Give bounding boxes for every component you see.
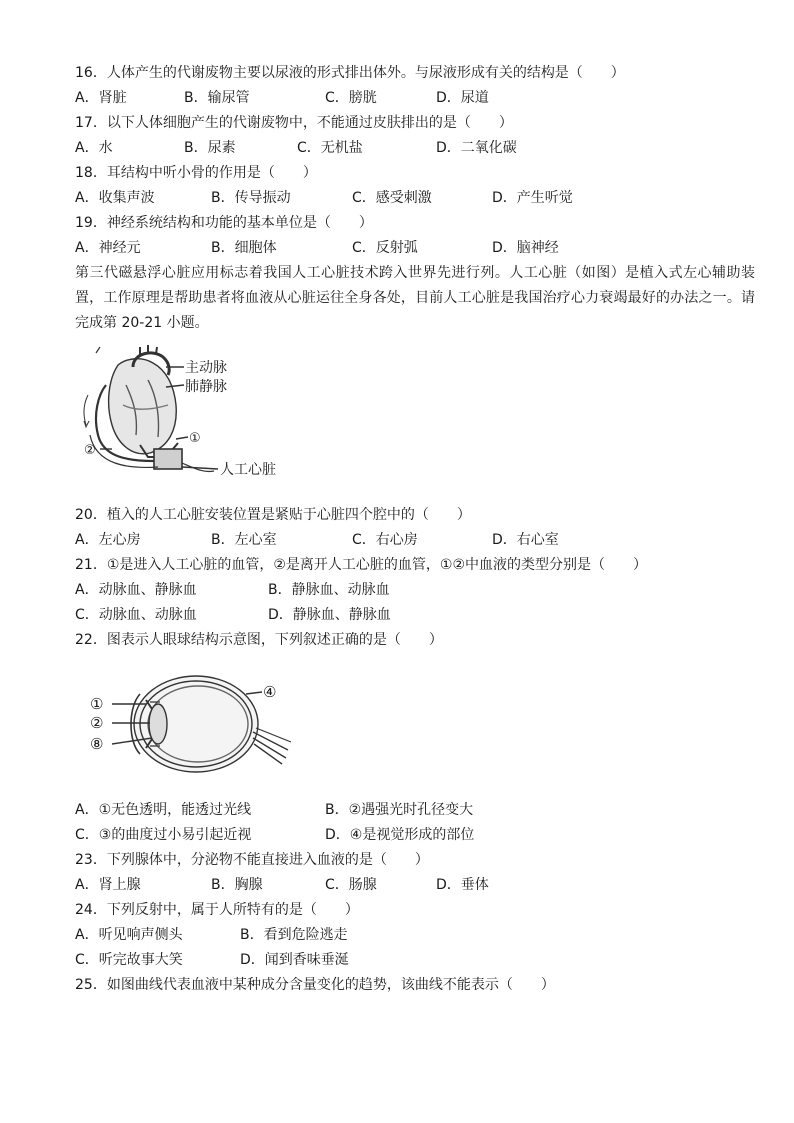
question-17-stem: 17．以下人体细胞产生的代谢废物中，不能通过皮肤排出的是（ ） <box>75 115 513 131</box>
q20-option-a: A．左心房 <box>75 532 141 548</box>
q18-option-c: C．感受刺激 <box>352 190 432 206</box>
q20-option-c: C．右心房 <box>352 532 418 548</box>
q24-option-c: C．听完故事大笑 <box>75 952 183 968</box>
eye-label-4: ④ <box>263 683 277 701</box>
q22-option-d: D．④是视觉形成的部位 <box>325 827 475 843</box>
q22-option-b: B．②遇强光时孔径变大 <box>325 802 474 818</box>
heart-label-aorta: 主动脉 <box>185 360 227 376</box>
passage-text: 第三代磁悬浮心脏应用标志着我国人工心脏技术跨入世界先进行列。人工心脏（如图）是植入式左心辅助装置，工作原理是帮助患者将血液从心脏运往全身各处，目前人工心脏是我国治疗心力衰竭最好的办法之一。请完成第 20-21 小题。 <box>75 265 755 331</box>
question-21-stem: 21．①是进入人工心脏的血管，②是离开人工心脏的血管，①②中血液的类型分别是（ ） <box>75 557 648 573</box>
q22-option-c: C．③的曲度过小易引起近视 <box>75 827 252 843</box>
question-24-stem: 24．下列反射中，属于人所特有的是（ ） <box>75 902 359 918</box>
q23-option-d: D．垂体 <box>436 877 489 893</box>
eye-label-1: ① <box>90 695 104 713</box>
question-18-stem: 18．耳结构中听小骨的作用是（ ） <box>75 165 317 181</box>
heart-label-artificial-heart: 人工心脏 <box>220 462 276 478</box>
question-25-stem: 25．如图曲线代表血液中某种成分含量变化的趋势，该曲线不能表示（ ） <box>75 977 555 993</box>
q18-option-b: B．传导振动 <box>211 190 291 206</box>
q23-option-b: B．胸腺 <box>211 877 263 893</box>
q17-option-b: B．尿素 <box>184 140 236 156</box>
q16-option-a: A．肾脏 <box>75 90 127 106</box>
q19-option-b: B．细胞体 <box>211 240 277 256</box>
q20-option-b: B．左心室 <box>211 532 277 548</box>
heart-label-num2: ② <box>84 443 96 458</box>
q24-option-a: A．听见响声侧头 <box>75 927 183 943</box>
eyeball-figure <box>88 672 318 782</box>
q23-option-c: C．肠腺 <box>325 877 377 893</box>
q17-option-a: A．水 <box>75 140 113 156</box>
eye-label-2: ② <box>90 714 104 732</box>
heart-label-pulmonary-vein: 肺静脉 <box>185 379 227 395</box>
q16-option-b: B．输尿管 <box>184 90 250 106</box>
q16-option-c: C．膀胱 <box>325 90 377 106</box>
q19-option-a: A．神经元 <box>75 240 141 256</box>
q22-option-a: A．①无色透明，能透过光线 <box>75 802 252 818</box>
q20-option-d: D．右心室 <box>492 532 559 548</box>
question-22-stem: 22．图表示人眼球结构示意图，下列叙述正确的是（ ） <box>75 632 443 648</box>
q21-option-d: D．静脉血、静脉血 <box>268 607 391 623</box>
q17-option-d: D．二氧化碳 <box>436 140 517 156</box>
q21-option-a: A．动脉血、静脉血 <box>75 582 197 598</box>
q18-option-d: D．产生听觉 <box>492 190 573 206</box>
heart-label-num1: ① <box>189 431 201 446</box>
q17-option-c: C．无机盐 <box>297 140 363 156</box>
q23-option-a: A．肾上腺 <box>75 877 141 893</box>
q18-option-a: A．收集声波 <box>75 190 155 206</box>
question-19-stem: 19．神经系统结构和功能的基本单位是（ ） <box>75 215 373 231</box>
question-23-stem: 23．下列腺体中，分泌物不能直接进入血液的是（ ） <box>75 852 429 868</box>
q24-option-d: D．闻到香味垂涎 <box>240 952 349 968</box>
question-16-stem: 16．人体产生的代谢废物主要以尿液的形式排出体外。与尿液形成有关的结构是（ ） <box>75 65 625 81</box>
q19-option-d: D．脑神经 <box>492 240 559 256</box>
eye-label-3: ⑧ <box>90 735 104 753</box>
q19-option-c: C．反射弧 <box>352 240 418 256</box>
artificial-heart-figure <box>78 345 298 485</box>
q16-option-d: D．尿道 <box>436 90 489 106</box>
q21-option-c: C．动脉血、动脉血 <box>75 607 197 623</box>
q21-option-b: B．静脉血、动脉血 <box>268 582 390 598</box>
q24-option-b: B．看到危险逃走 <box>240 927 348 943</box>
question-20-stem: 20．植入的人工心脏安装位置是紧贴于心脏四个腔中的（ ） <box>75 507 471 523</box>
